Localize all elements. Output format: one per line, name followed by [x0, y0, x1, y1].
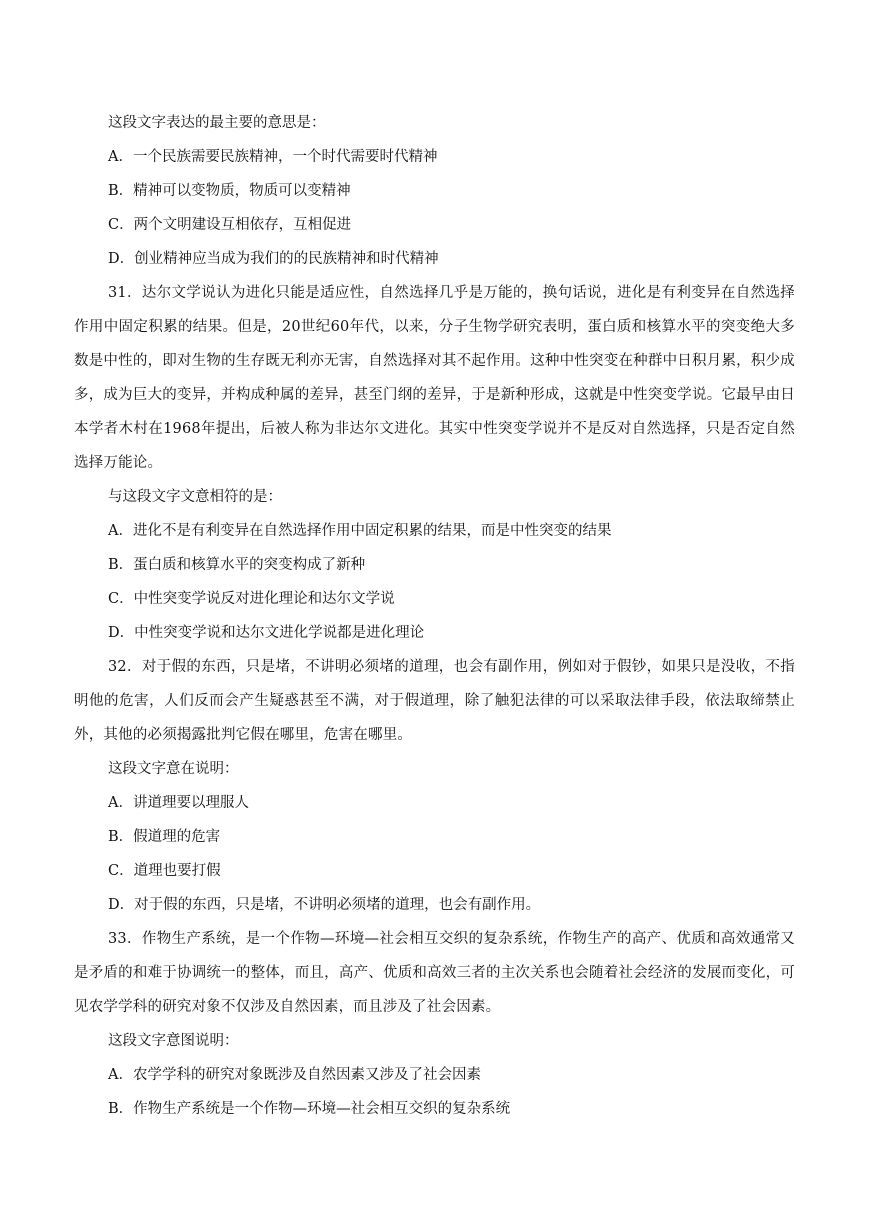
question-33-passage: 33．作物生产系统，是一个作物—环境—社会相互交织的复杂系统，作物生产的高产、优质和高效通常又是矛盾的和难于协调统一的整体，而且，高产、优质和高效三者的主次关系也会随着社会经济的发展而变化，可见农学学科的研究对象不仅涉及自然因素，而且涉及了社会因素。: [74, 931, 795, 1015]
option-c: C．两个文明建设互相依存，互相促进: [108, 217, 352, 233]
option-b: B．精神可以变物质，物质可以变精神: [108, 183, 351, 199]
question-prompt: 这段文字意在说明：: [108, 761, 239, 777]
question-32-passage: 32．对于假的东西，只是堵，不讲明必须堵的道理，也会有副作用，例如对于假钞，如果只是没收，不指明他的危害，人们反而会产生疑惑甚至不满，对于假道理，除了触犯法律的可以采取法律手段，依法取缔禁止外，其他的必须揭露批判它假在哪里，危害在哪里。: [74, 659, 795, 743]
question-prompt: 这段文字意图说明：: [108, 1033, 239, 1049]
question-31-passage: 31．达尔文学说认为进化只能是适应性，自然选择几乎是万能的，换句话说，进化是有利变异在自然选择作用中固定积累的结果。但是，20世纪60年代，以来，分子生物学研究表明，蛋白质和核算水平的突变绝大多数是中性的，即对生物的生存既无利亦无害，自然选择对其不起作用。这种中性突变在种群中日积月累，积少成多，成为巨大的变异，并构成种属的差异，甚至门纲的差异，于是新种形成，这就是中性突变学说。它最早由日本学者木村在1968年提出，后被人称为非达尔文进化。其实中性突变学说并不是反对自然选择，只是否定自然选择万能论。: [74, 285, 795, 471]
question-prompt: 这段文字表达的最主要的意思是：: [108, 115, 326, 131]
question-prompt: 与这段文字文意相符的是：: [108, 489, 282, 505]
option-d: D．中性突变学说和达尔文进化学说都是进化理论: [108, 625, 425, 641]
option-d: D．创业精神应当成为我们的的民族精神和时代精神: [108, 251, 439, 267]
option-a: A．进化不是有利变异在自然选择作用中固定积累的结果，而是中性突变的结果: [108, 523, 612, 539]
option-b: B．作物生产系统是一个作物—环境—社会相互交织的复杂系统: [108, 1101, 511, 1117]
option-c: C．道理也要打假: [108, 863, 221, 879]
option-d: D．对于假的东西，只是堵，不讲明必须堵的道理，也会有副作用。: [108, 897, 541, 913]
option-b: B．假道理的危害: [108, 829, 221, 845]
option-b: B．蛋白质和核算水平的突变构成了新种: [108, 557, 366, 573]
option-a: A．农学学科的研究对象既涉及自然因素又涉及了社会因素: [108, 1067, 481, 1083]
option-a: A．讲道理要以理服人: [108, 795, 249, 811]
option-a: A．一个民族需要民族精神，一个时代需要时代精神: [108, 149, 438, 165]
option-c: C．中性突变学说反对进化理论和达尔文学说: [108, 591, 395, 607]
